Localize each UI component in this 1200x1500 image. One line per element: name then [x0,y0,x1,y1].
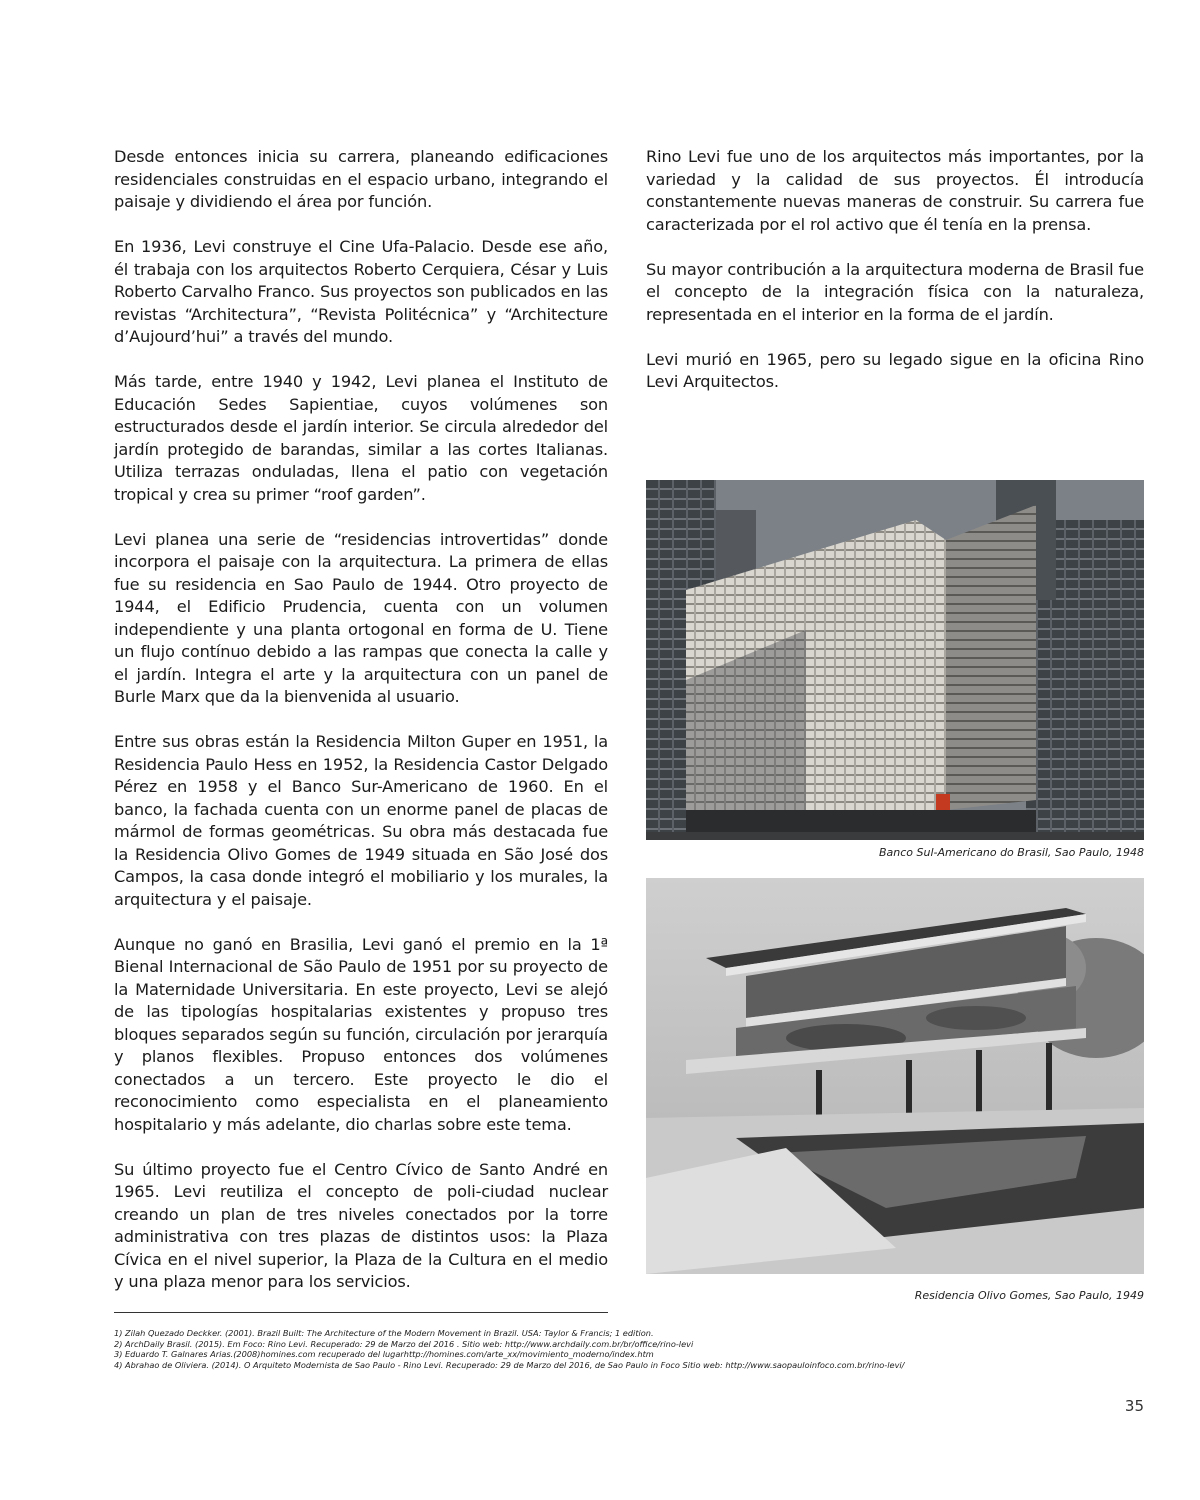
left-text-column [114,146,608,1316]
footnotes [114,1328,1144,1370]
paragraph: Levi planea una serie de “residencias introvertidas” donde incorpora el paisaje con la arquitectura. La primera de ellas fue su residencia en Sao Paulo de 1944. Otro proyecto de 1944, el Edificio Prudencia, cuenta con un volumen independiente y una planta ortogonal en forma de U. Tiene un flujo contínuo debido a las rampas que conecta la calle y el jardín. Integra el arte y la arquitectura con un panel de Burle Marx que da la bienvenida al usuario. [114,529,608,706]
footnote-divider [114,1312,608,1313]
footnote: 4) Abrahao de Oliviera. (2014). O Arquiteto Modernista de Sao Paulo - Rino Levi. Recuperado: 29 de Marzo del 2016, de Sao Paulo in Foco Sitio web: http://www.saopauloinfoco.com.br/rino-levi/ [114,1359,905,1370]
residence-photo-illustration [646,878,1144,1274]
footnote: 2) ArchDaily Brasil. (2015). Em Foco: Rino Levi. Recuperado: 29 de Marzo del 2016 . Sitio web: http://www.archdaily.com.br/br/office/rino-levi [114,1338,694,1349]
paragraph: Su último proyecto fue el Centro Cívico de Santo André en 1965. Levi reutiliza el concepto de poli-ciudad nuclear creando un plan de tres niveles conectados por la torre administrativa con tres plazas de distintos usos: la Plaza Cívica en el nivel superior, la Plaza de la Cultura en el medio y una plaza menor para los servicios. [114,1159,608,1291]
page-number: 35 [1124,1397,1144,1415]
paragraph: Desde entonces inicia su carrera, planeando edificaciones residenciales construidas en el espacio urbano, integrando el paisaje y dividiendo el área por función. [114,147,608,211]
figure-caption: Banco Sul-Americano do Brasil, Sao Paulo, 1948 [878,846,1144,859]
paragraph: Más tarde, entre 1940 y 1942, Levi planea el Instituto de Educación Sedes Sapientiae, cuyos volúmenes son estructurados desde el jardín interior. Se circula alrededor del jardín protegido de barandas, similar a las cortes Italianas. Utiliza terrazas onduladas, llena el patio con vegetación tropical y crea su primer “roof garden”. [114,372,608,504]
building-photo-banco [646,480,1144,840]
paragraph: Levi murió en 1965, pero su legado sigue en la oficina Rino Levi Arquitectos. [646,349,1144,391]
footnote: 1) Zilah Quezado Deckker. (2001). Brazil Built: The Architecture of the Modern Movement in Brazil. USA: Taylor & Francis; 1 edition. [114,1328,654,1338]
paragraph: Rino Levi fue uno de los arquitectos más importantes, por la variedad y la calidad de sus proyectos. Él introducía constantemente nuevas maneras de construir. Su carrera fue caracterizada por el rol activo que él tenía en la prensa. [646,147,1144,234]
building-photo-illustration [646,480,1144,840]
paragraph: Su mayor contribución a la arquitectura moderna de Brasil fue el concepto de la integración física con la naturaleza, representada en el interior en la forma de el jardín. [646,259,1144,324]
right-text-column [646,146,1144,416]
footnote: 3) Eduardo T. Galnares Arias.(2008)homines.com recuperado del lugarhttp://homines.com/arte_xx/movimiento_moderno/index.htm [114,1349,654,1360]
paragraph: Entre sus obras están la Residencia Milton Guper en 1951, la Residencia Paulo Hess en 1952, la Residencia Castor Delgado Pérez en 1958 y el Banco Sur-Americano de 1960. En el banco, la fachada cuenta con un enorme panel de placas de mármol de formas geométricas. Su obra más destacada fue la Residencia Olivo Gomes de 1949 situada en São José dos Campos, la casa donde integró el mobiliario y los murales, la arquitectura y el paisaje. [114,732,608,909]
paragraph: En 1936, Levi construye el Cine Ufa-Palacio. Desde ese año, él trabaja con los arquitectos Roberto Cerquiera, César y Luis Roberto Carvalho Franco. Sus proyectos son publicados en las revistas “Architectura”, “Revista Politécnica” y “Architecture d’Aujourd’hui” a través del mundo. [114,237,608,346]
residence-photo-olivo-gomes [646,878,1144,1274]
figure-caption: Residencia Olivo Gomes, Sao Paulo, 1949 [914,1289,1144,1302]
paragraph: Aunque no ganó en Brasilia, Levi ganó el premio en la 1ª Bienal Internacional de São Paulo de 1951 por su proyecto de la Maternidade Universitaria. En este proyecto, Levi se alejó de las tipologías hospitalarias existentes y propuso tres bloques separados según su función, circulación por jerarquía y planos flexibles. Propuso entonces dos volúmenes conectados a un tercero. Este proyecto le dio el reconocimiento como especialista en el planeamiento hospitalario y más adelante, dio charlas sobre este tema. [114,934,608,1134]
